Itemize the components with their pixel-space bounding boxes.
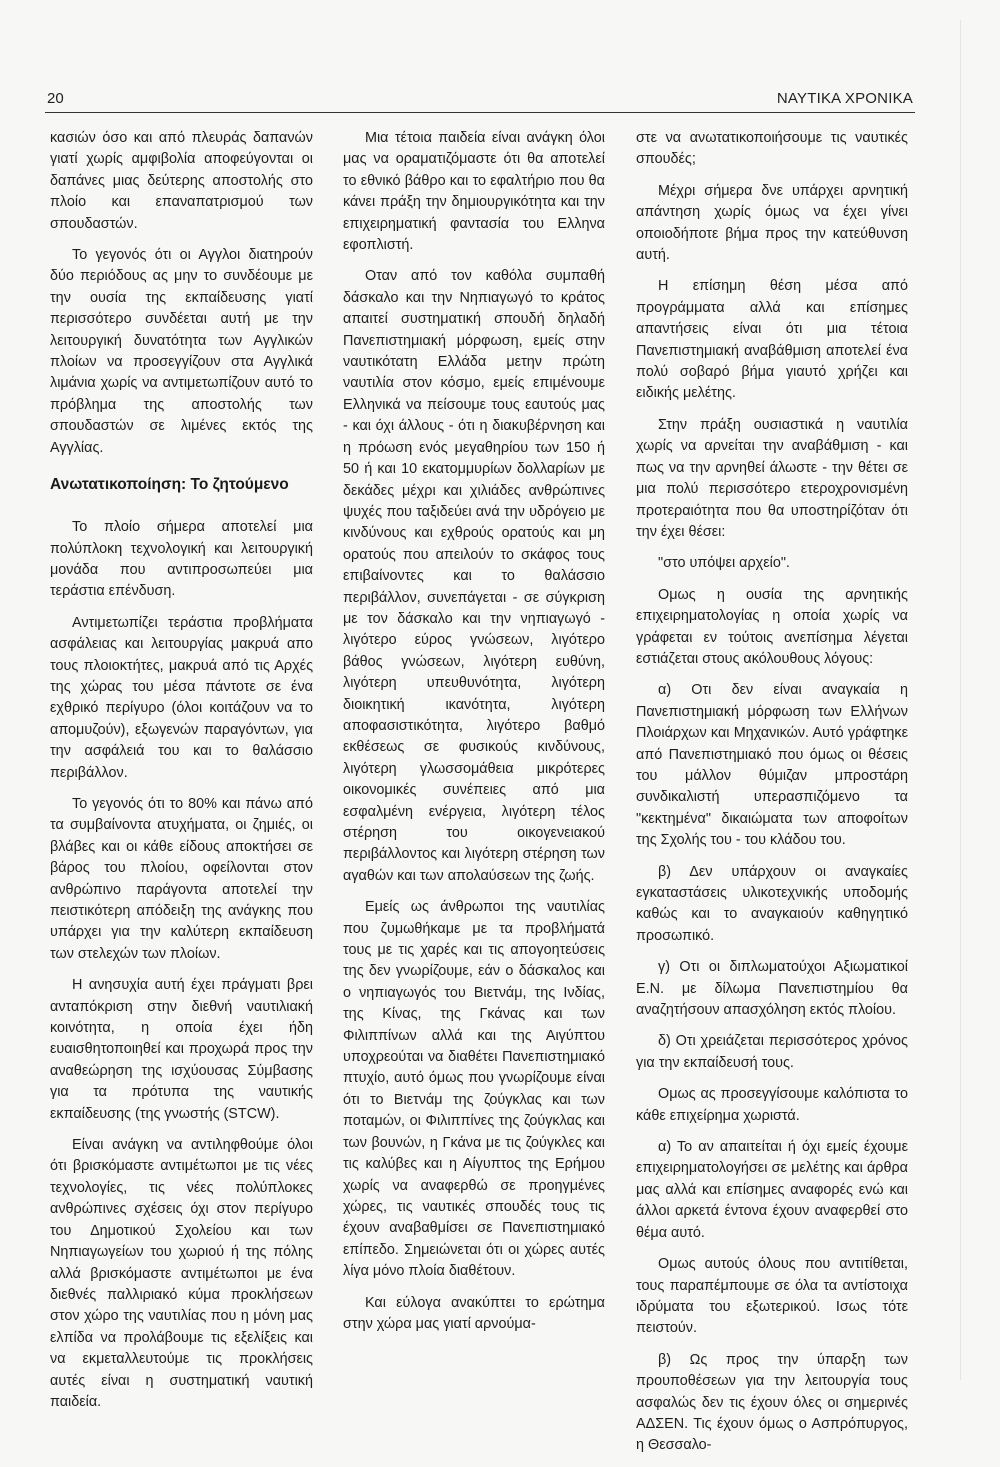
article-column-3 bbox=[636, 128, 908, 1467]
paragraph: Η ανησυχία αυτή έχει πράγματι βρει ανταπόκριση στην διεθνή ναυτιλιακή κοινότητα, η οποία έχει ήδη ευαισθητοποιηθεί και προχωρά προς την αναθεώρηση της ισχύουσας Σύμβασης για τα πρότυπα της ναυτικής εκπαίδευσης (της γνωστής (STCW). bbox=[50, 977, 313, 1122]
list-item-d: δ) Οτι χρειάζεται περισσότερος χρόνος για την εκπαίδευσή τους. bbox=[636, 1033, 908, 1071]
paragraph: Και εύλογα ανακύπτει το ερώτημα στην χώρα μας γιατί αρνούμα- bbox=[343, 1294, 605, 1332]
paragraph: Στην πράξη ουσιαστικά η ναυτιλία χωρίς να αρνείται την αναβάθμιση - και πως να την αρνηθεί άλωστε - την θέτει σε μια πολύ περισσότερο ετεροχρονισμένη προτεραιότητα που θα υποστηρίζόταν ότι την έχει θέσει: bbox=[636, 416, 908, 540]
paragraph: Το πλοίο σήμερα αποτελεί μια πολύπλοκη τεχνολογική και λειτουργική μονάδα που αντιπροσωπεύει μια τεράστια επένδυση. bbox=[50, 519, 313, 600]
paragraph: Μέχρι σήμερα δνε υπάρχει αρνητική απάντηση χωρίς όμως να έχει γίνει οποιοδήποτε βήμα προς την κατεύθυνση αυτή. bbox=[636, 182, 908, 264]
paragraph: Εμείς ως άνθρωποι της ναυτιλίας που ζυμωθήκαμε με τα προβλήματά τους με τις χαρές και τις απογοητεύσεις της δεν γνωρίζουμε, εάν ο δάσκαλος και ο νηπιαγωγός του Βιετνάμ, της Ινδίας, της Κίνας, της Γκάνας και των Φιλιππίνων αλλά και της Αιγύπτου υποχρεούται να διαθέτει Πανεπιστημιακό πτυχίο, αυτό όμως που γνωρίζουμε είναι ότι το Βιετνάμ της ζούγκλας και των ποταμών, οι Φιλιππίνες της ζούγκλας και των βουνών, η Γκάνα με τις ζούγκλες και τις καλύβες και η Αίγυπτος της Ερήμου χωρίς να αναφερθώ σε προηγμένες χώρες, τις ναυτικές σπουδές τους τις έχουν αναβαθμίσει σε Πανεπιστημιακό επίπεδο. Σημειώνεται ότι οι χώρες αυτές λίγα μόνο πλοία διαθέτουν. bbox=[343, 899, 605, 1280]
paragraph: στε να ανωτατικοποιήσουμε τις ναυτικές σπουδές; bbox=[636, 130, 908, 168]
scan-edge-shadow bbox=[960, 20, 961, 1380]
section-heading: Ανωτατικοποίηση: Το ζητούμενο bbox=[50, 476, 289, 494]
quoted-line: "στο υπόψει αρχείο". bbox=[658, 555, 790, 572]
paragraph: Το γεγονός ότι οι Αγγλοι διατηρούν δύο περιόδους ας μην το συνδέουμε με την ουσία της εκπαίδευσης γιατί περισσότερο συνδέεται αυτή με την λειτουργική δυνατότητα των Αγγλικών πλοίων να προσεγγίζουν στα Αγγλικά λιμάνια χωρίς να αντιμετωπίζουν αυτό το πρόβλημα της αποστολής των σπουδαστών σε λιμένες εκτός της Αγγλίας. bbox=[50, 247, 313, 456]
paragraph: κασιών όσο και από πλευράς δαπανών γιατί χωρίς αμφιβολία αποφεύγονται οι δαπάνες μιας δεύτερης αποστολής στο πλοίο και επαναπατρισμού των σπουδαστών. bbox=[50, 130, 313, 232]
magazine-title: ΝΑΥΤΙΚΑ ΧΡΟΝΙΚΑ bbox=[776, 90, 913, 107]
list-item-c: γ) Οτι οι διπλωματούχοι Αξιωματικοί Ε.Ν. με δίλωμα Πανεπιστημίου θα αναζητήσουν απασχόληση εκτός πλοίου. bbox=[636, 959, 908, 1019]
paragraph: Ομως ας προσεγγίσουμε καλόπιστα το κάθε επιχείρημα χωριστά. bbox=[636, 1086, 908, 1124]
paragraph: Μια τέτοια παιδεία είναι ανάγκη όλοι μας να οραματιζόμαστε ότι θα αποτελεί το εθνικό βάθρο και το εφαλτήριο που θα κάνει πράξη την δημιουργικότητα και την επιχειρηματική φαντασία του Ελληνα εφοπλιστή. bbox=[343, 130, 605, 254]
paragraph: Οταν από τον καθόλα συμπαθή δάσκαλο και την Νηπιαγωγό το κράτος απαιτεί συστηματική σπουδή δηλαδή Πανεπιστημιακή μόρφωση, εμείς στην ναυτικότατη Ελλάδα μετην πρώτη ναυτιλία στον κόσμο, εμείς επιμένουμε Ελληνικά να πείσουμε τους εαυτούς μας - και όχι άλλους - ότι η διακυβέρνηση και η πρόωση ενός μεγαθηρίου των 150 ή 50 ή και 10 εκατομμυρίων δολλαρίων με δεκάδες μέχρι και χιλιάδες ανθρώπινες ψυχές που ταξιδεύει ανά την υδρόγειο με κινδύνους και εχθρούς ορατούς και μη ορατούς που απειλούν το σκάφος τους επιβαίνοντες και το θαλάσσιο περιβάλλον, συνεπάγεται - σε σύγκριση με τον δάσκαλο και την νηπιαγωγό - λιγότερο εύρος γνώσεων, λιγότερο βάθος γνώσεων, λιγότερη ευθύνη, λιγότερη υπευθυνότητα, λιγότερη διοικητική ικανότητα, λιγότερη αποφασιστικότητα, λιγότερο βαθμό εκθέσεως σε φυσικούς κινδύνους, λιγότερη γλωσσομάθεια μικρότερες οικονομικές συνέπειες από μια εσφαλμένη ενέργεια, λιγότερη τέλος στέρηση του οικογενειακού περιβάλλοντος και λιγότερη στέρηση των αγαθών και των απολαύσεων της ζωής. bbox=[343, 268, 605, 884]
paragraph: Η επίσημη θέση μέσα από προγράμματα αλλά και επίσημες απαντήσεις είναι ότι μια τέτοια Πανεπιστημιακή αναβάθμιση αποτελεί ένα πολύ σοβαρό βήμα γιαυτό χρήζει και ειδικής μελέτης. bbox=[636, 278, 908, 402]
page-header bbox=[45, 86, 915, 113]
paragraph: Αντιμετωπίζει τεράστια προβλήματα ασφάλειας και λειτουργίας μακρυά απο τους πλοιοκτήτες, μακρυά από τις Αρχές της χώρας του μέσα πάντοτε σε ένα εχθρικό περίγυρο (όλοι κοιτάζουν να το απομυζούν), εξωγενών παραγόντων, για την ασφάλειά του και το θαλάσσιο περιβάλλον. bbox=[50, 614, 313, 781]
list-item-a: α) Οτι δεν είναι αναγκαία η Πανεπιστημιακή μόρφωση των Ελλήνων Πλοιάρχων και Μηχανικών. Αυτό γράφτηκε από Πανεπιστημιακό που όμως οι θέσεις του μάλλον θύμιζαν μπροστάρη συνδικαλιστή υπερασπιζόμενο τα "κεκτημένα" δικαιώματα των αποφοίτων της Σχολής του - του κλάδου του. bbox=[636, 682, 908, 849]
page-number: 20 bbox=[47, 90, 64, 107]
paragraph: α) Το αν απαιτείται ή όχι εμείς έχουμε επιχειρηματολογήσει σε μελέτης και άρθρα μας αλλά και επίσημες αναφορές ενώ και άλλοι αρκετά έντονα έχουν αναφερθεί στο θέμα αυτό. bbox=[636, 1139, 908, 1241]
paragraph: Ομως η ουσία της αρνητικής επιχειρηματολογίας η οποία χωρίς να γράφεται εν τούτοις ανεπίσημα λέγεται εστιάζεται στους ακόλουθους λόγους: bbox=[636, 586, 908, 667]
article-column-1 bbox=[50, 128, 313, 1423]
paragraph: Είναι ανάγκη να αντιληφθούμε όλοι ότι βρισκόμαστε αντιμέτωποι με τις νέες τεχνολογίες, τις νέες πολύπλοκες ανθρώπινες σχέσεις όχι στον περίγυρο του Δημοτικού Σχολείου και των Νηπιαγωγείων του χωριού ή της πόλης αλλά βρισκόμαστε αντιμέτωποι με ένα διεθνές παλλιριακό κύμα προκλήσεων στον χώρο της ναυτιλίας που η μόνη μας ελπίδα να προλάβουμε τις εξελίξεις και να εκμεταλλευτούμε τις προκλήσεις αυτές είναι η συστηματική ναυτική παιδεία. bbox=[50, 1137, 313, 1410]
article-column-2 bbox=[343, 128, 605, 1345]
paragraph: Ομως αυτούς όλους που αντιτίθεται, τους παραπέμπουμε σε όλα τα αντίστοιχα ιδρύματα του εξωτερικού. Ισως τότε πειστούν. bbox=[636, 1256, 908, 1337]
paragraph: β) Ως προς την ύπαρξη των προυποθέσεων για την λειτουργία τους ασφαλώς δεν τις έχουν όλες οι σημερινές ΑΔΣΕΝ. Τις έχουν όμως ο Ασπρόπυργος, η Θεσσαλο- bbox=[636, 1351, 908, 1454]
paragraph: Το γεγονός ότι το 80% και πάνω από τα συμβαίνοντα ατυχήματα, οι ζημιές, οι βλάβες και οι κάθε είδους αποκτήσει σε βάρος του πλοίου, οφείλονται στον ανθρώπινο παράγοντα αποτελεί την πειστικότερη απόδειξη της ανάγκης που υπάρχει για την καλύτερη εκπαίδευση των στελεχών των πλοίων. bbox=[50, 795, 313, 962]
list-item-b: β) Δεν υπάρχουν οι αναγκαίες εγκαταστάσεις υλικοτεχνικής υποδομής καθώς και το αναγκαιούν καθηγητικό προσωπικό. bbox=[636, 863, 908, 944]
